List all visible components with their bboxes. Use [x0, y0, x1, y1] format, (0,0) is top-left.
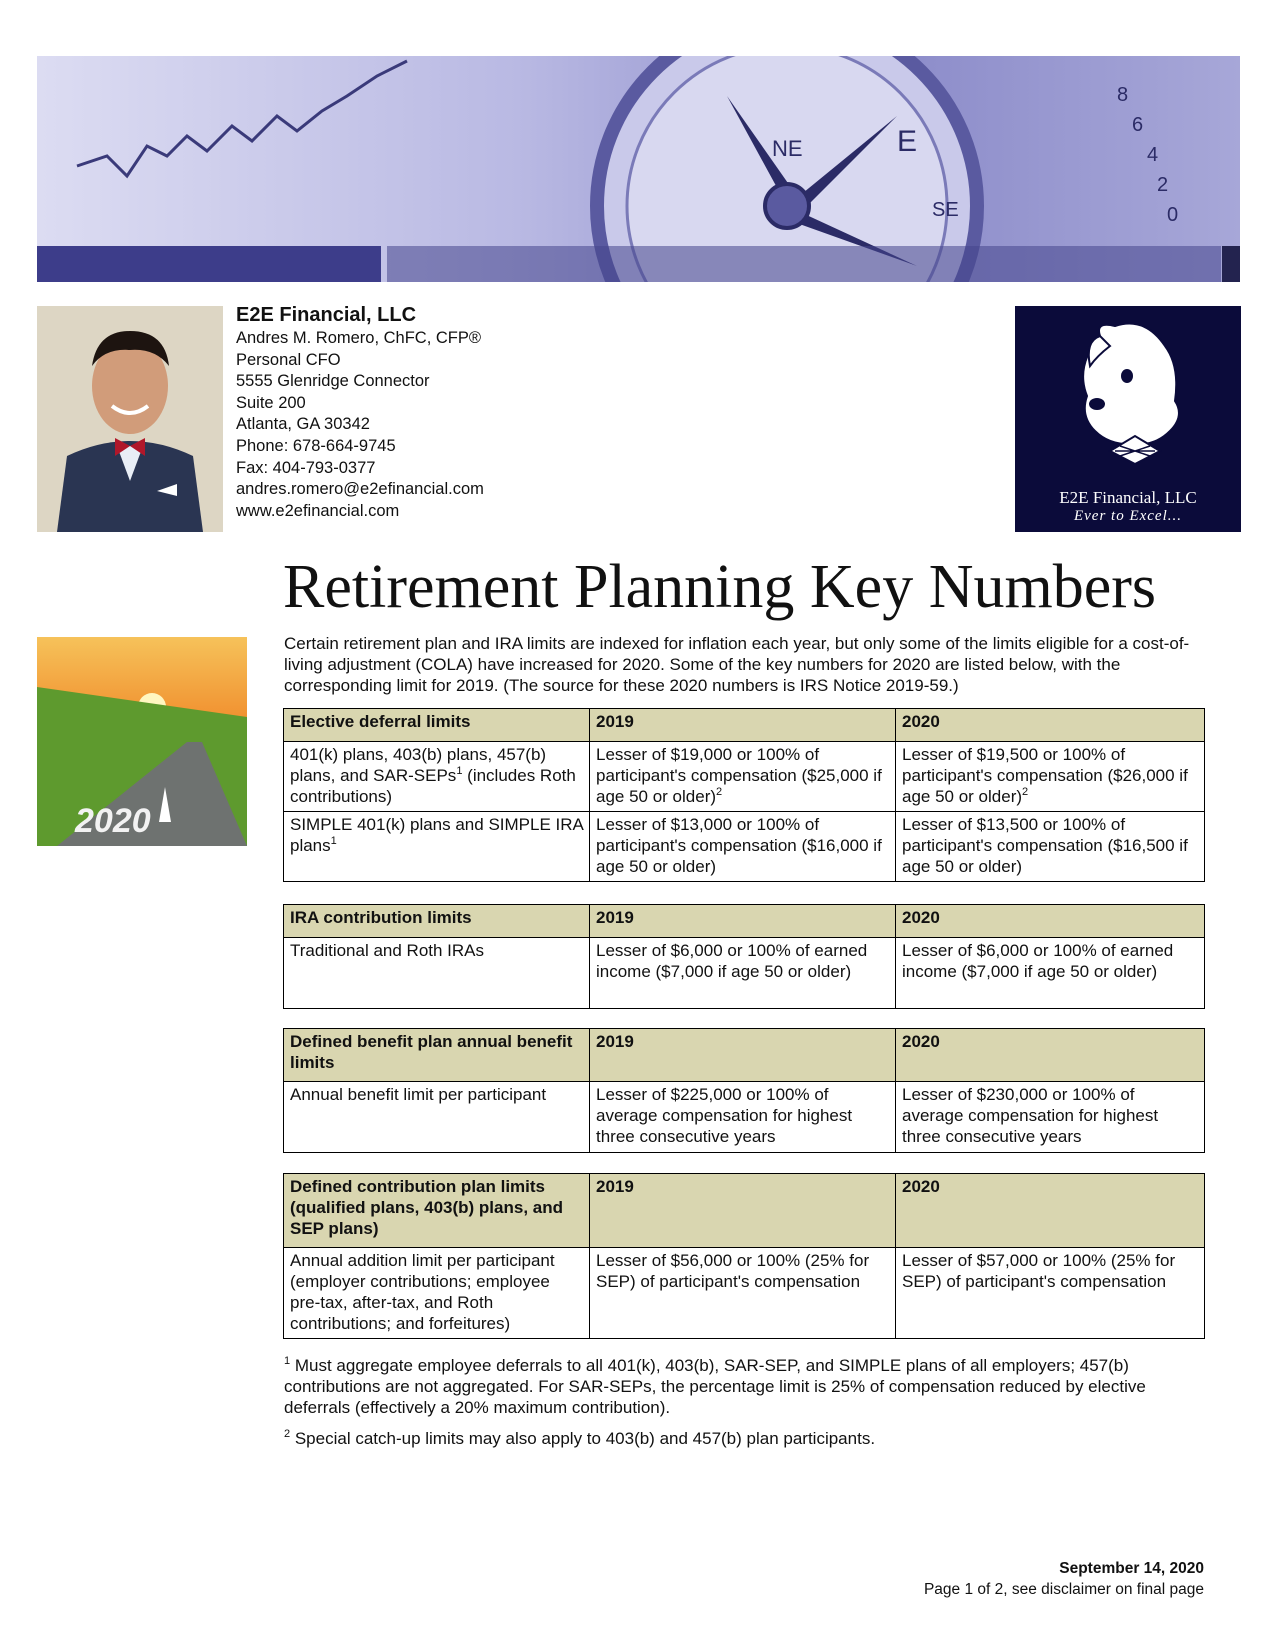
table-header-row	[284, 709, 1205, 742]
value-2020: Lesser of $19,500 or 100% of participant's compensation ($26,000 if age 50 or older)$^2$	[896, 742, 1205, 812]
table-heading: Defined benefit plan annual benefit limits	[284, 1029, 590, 1082]
year-2020-heading: 2020	[896, 905, 1205, 938]
contact-info	[236, 302, 484, 522]
firm-name: E2E Financial, LLC	[236, 304, 417, 326]
year-2019-heading: 2019	[590, 709, 896, 742]
row-label: Annual benefit limit per participant	[284, 1082, 590, 1153]
year-2019-heading: 2019	[590, 1174, 896, 1248]
svg-text:E: E	[897, 125, 918, 158]
address-line-1: 5555 Glenridge Connector	[236, 372, 430, 391]
website: www.e2efinancial.com	[236, 501, 400, 520]
year-2019-heading: 2019	[590, 905, 896, 938]
value-2019: Lesser of $56,000 or 100% (25% for SEP) of participant's compensation	[590, 1248, 896, 1339]
table-heading: IRA contribution limits	[284, 905, 590, 938]
advisor-photo	[37, 306, 223, 532]
table-header-row	[284, 1174, 1205, 1248]
footer-date: September 14, 2020	[1059, 1560, 1204, 1577]
svg-text:6: 6	[1132, 114, 1144, 136]
address-city: Atlanta, GA 30342	[236, 415, 370, 434]
row-label: Annual addition limit per participant (employer contributions; employee pre-tax, after-tax, and Roth contributions; and forfeitures)	[284, 1248, 590, 1339]
table-row	[284, 1248, 1205, 1339]
banner-bar-middle	[387, 246, 1221, 282]
row-label: SIMPLE 401(k) plans and SIMPLE IRA plans$^1$	[284, 812, 590, 882]
table-row	[284, 812, 1205, 882]
sunset-road-image	[37, 637, 247, 846]
defined-contribution-table	[283, 1173, 1205, 1339]
table-header-row	[284, 905, 1205, 938]
page-title: Retirement Planning Key Numbers	[283, 553, 1156, 621]
footnote-1: $^1$ Must aggregate employee deferrals to all 401(k), 403(b), SAR-SEP, and SIMPLE plans of all employers; 457(b) contributions are not aggregated. For SAR-SEPs, the percentage limit is 25% of compensation reduced by elective deferrals (effectively a 20% maximum contribution).	[284, 1355, 1146, 1417]
firm-logo	[1015, 306, 1241, 532]
svg-text:2: 2	[1157, 174, 1169, 196]
value-2019: Lesser of $13,000 or 100% of participant's compensation ($16,000 if age 50 or older)	[590, 812, 896, 882]
table-row	[284, 1082, 1205, 1153]
table-row	[284, 742, 1205, 812]
year-2020-heading: 2020	[896, 1029, 1205, 1082]
table-heading: Elective deferral limits	[284, 709, 590, 742]
value-2020: Lesser of $13,500 or 100% of participant's compensation ($16,500 if age 50 or older)	[896, 812, 1205, 882]
advisor-name: Andres M. Romero, ChFC, CFP®	[236, 329, 482, 347]
dog-mascot-icon	[1015, 306, 1241, 486]
intro-paragraph: Certain retirement plan and IRA limits are indexed for inflation each year, but only some of the limits eligible for a cost-of-living adjustment (COLA) have increased for 2020. Some of the key numbers for 2020 are listed below, with the corresponding limit for 2019. (The source for these 2020 numbers is IRS Notice 2019-59.)	[284, 634, 1190, 695]
header-banner-image	[37, 56, 1240, 282]
email: andres.romero@e2efinancial.com	[236, 480, 484, 499]
logo-firm-name: E2E Financial, LLC	[1059, 488, 1197, 507]
table-header-row	[284, 1029, 1205, 1082]
svg-text:NE: NE	[772, 136, 803, 161]
advisor-role: Personal CFO	[236, 350, 341, 369]
fax: Fax: 404-793-0377	[236, 458, 376, 477]
logo-tagline: Ever to Excel...	[1073, 508, 1183, 524]
footer-page-info: Page 1 of 2, see disclaimer on final page	[923, 1581, 1204, 1598]
value-2020: Lesser of $57,000 or 100% (25% for SEP) of participant's compensation	[896, 1248, 1205, 1339]
value-2019: Lesser of $6,000 or 100% of earned income ($7,000 if age 50 or older)	[590, 938, 896, 1009]
row-label: 401(k) plans, 403(b) plans, 457(b) plans, and SAR-SEPs$^1$ (includes Roth contributions)	[284, 742, 590, 812]
value-2019: Lesser of $19,000 or 100% of participant's compensation ($25,000 if age 50 or older)$^2$	[590, 742, 896, 812]
defined-benefit-table	[283, 1028, 1205, 1153]
svg-text:0: 0	[1167, 204, 1179, 226]
value-2019: Lesser of $225,000 or 100% of average compensation for highest three consecutive years	[590, 1082, 896, 1153]
address-line-2: Suite 200	[236, 393, 306, 412]
phone: Phone: 678-664-9745	[236, 436, 396, 455]
value-2020: Lesser of $230,000 or 100% of average compensation for highest three consecutive years	[896, 1082, 1205, 1153]
table-row	[284, 938, 1205, 1009]
year-2020-heading: 2020	[896, 709, 1205, 742]
year-2020-heading: 2020	[896, 1174, 1205, 1248]
table-heading: Defined contribution plan limits (qualified plans, 403(b) plans, and SEP plans)	[284, 1174, 590, 1248]
banner-bar-left	[37, 246, 381, 282]
row-label: Traditional and Roth IRAs	[284, 938, 590, 1009]
value-2020: Lesser of $6,000 or 100% of earned income ($7,000 if age 50 or older)	[896, 938, 1205, 1009]
footnote-2: $^2$ Special catch-up limits may also apply to 403(b) and 457(b) plan participants.	[284, 1428, 876, 1448]
svg-text:4: 4	[1147, 144, 1159, 166]
banner-bar-right	[1222, 246, 1240, 282]
svg-text:8: 8	[1117, 84, 1129, 106]
svg-text:SE: SE	[932, 199, 959, 221]
elective-deferral-table	[283, 708, 1205, 882]
year-2019-heading: 2019	[590, 1029, 896, 1082]
ira-contribution-table	[283, 904, 1205, 1009]
road-year-label: 2020	[75, 802, 151, 840]
